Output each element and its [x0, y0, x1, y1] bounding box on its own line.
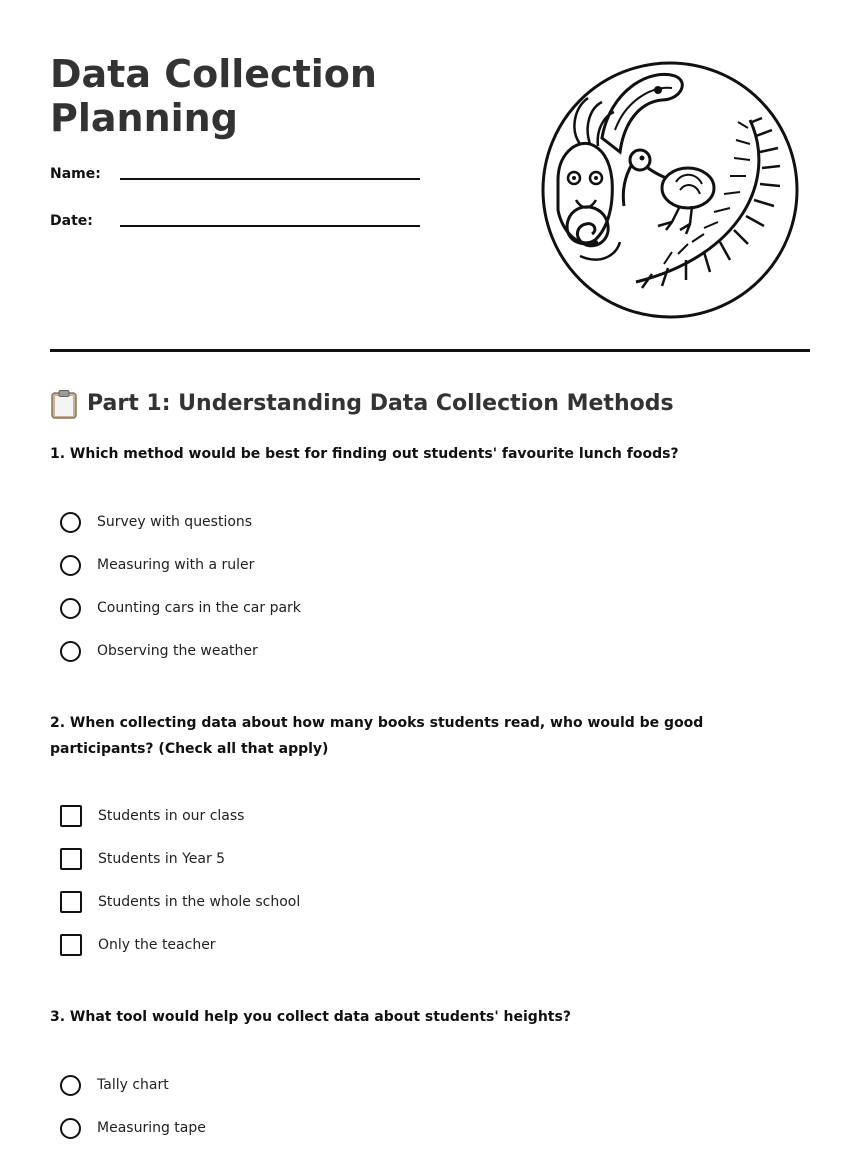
- option-label: Observing the weather: [97, 643, 258, 659]
- q2-option-4[interactable]: [60, 932, 216, 958]
- q1-option-2[interactable]: [60, 552, 254, 578]
- radio-button[interactable]: [60, 1118, 81, 1139]
- q2-option-1[interactable]: [60, 803, 244, 829]
- option-label: Counting cars in the car park: [97, 600, 301, 616]
- date-label: Date:: [50, 213, 93, 229]
- radio-button[interactable]: [60, 512, 81, 533]
- q3-option-1[interactable]: [60, 1072, 169, 1098]
- q1-option-1[interactable]: [60, 509, 252, 535]
- maori-design-kiwi-fern-icon: [540, 60, 800, 320]
- q1-option-3[interactable]: [60, 595, 301, 621]
- question-2: 2. When collecting data about how many books students read, who would be good participants? (Check all that apply): [50, 715, 704, 757]
- option-label: Students in our class: [98, 808, 245, 824]
- radio-button[interactable]: [60, 598, 81, 619]
- q3-option-2[interactable]: [60, 1115, 206, 1141]
- radio-button[interactable]: [60, 641, 81, 662]
- question-1: 1. Which method would be best for finding out students' favourite lunch foods?: [50, 446, 679, 462]
- section-title-text: Part 1: Understanding Data Collection Methods: [87, 391, 674, 416]
- section-title-part1: [50, 388, 674, 420]
- name-label: Name:: [50, 166, 101, 182]
- q2-option-3[interactable]: [60, 889, 300, 915]
- option-label: Measuring tape: [97, 1120, 206, 1136]
- option-label: Students in the whole school: [98, 894, 301, 910]
- name-line[interactable]: [120, 178, 420, 180]
- option-label: Only the teacher: [98, 937, 216, 953]
- checkbox[interactable]: [60, 848, 82, 870]
- checkbox[interactable]: [60, 805, 82, 827]
- option-label: Measuring with a ruler: [97, 557, 255, 573]
- q2-option-2[interactable]: [60, 846, 225, 872]
- header-divider: [50, 349, 810, 352]
- date-line[interactable]: [120, 225, 420, 227]
- radio-button[interactable]: [60, 1075, 81, 1096]
- clipboard-icon: [50, 389, 78, 419]
- option-label: Tally chart: [97, 1077, 169, 1093]
- checkbox[interactable]: [60, 934, 82, 956]
- option-label: Survey with questions: [97, 514, 253, 530]
- page-title: Data Collection Planning: [50, 52, 377, 140]
- q1-option-4[interactable]: [60, 638, 258, 664]
- name-field[interactable]: [50, 166, 422, 192]
- option-label: Students in Year 5: [98, 851, 226, 867]
- question-3: 3. What tool would help you collect data about students' heights?: [50, 1009, 571, 1025]
- date-field[interactable]: [50, 213, 422, 239]
- radio-button[interactable]: [60, 555, 81, 576]
- checkbox[interactable]: [60, 891, 82, 913]
